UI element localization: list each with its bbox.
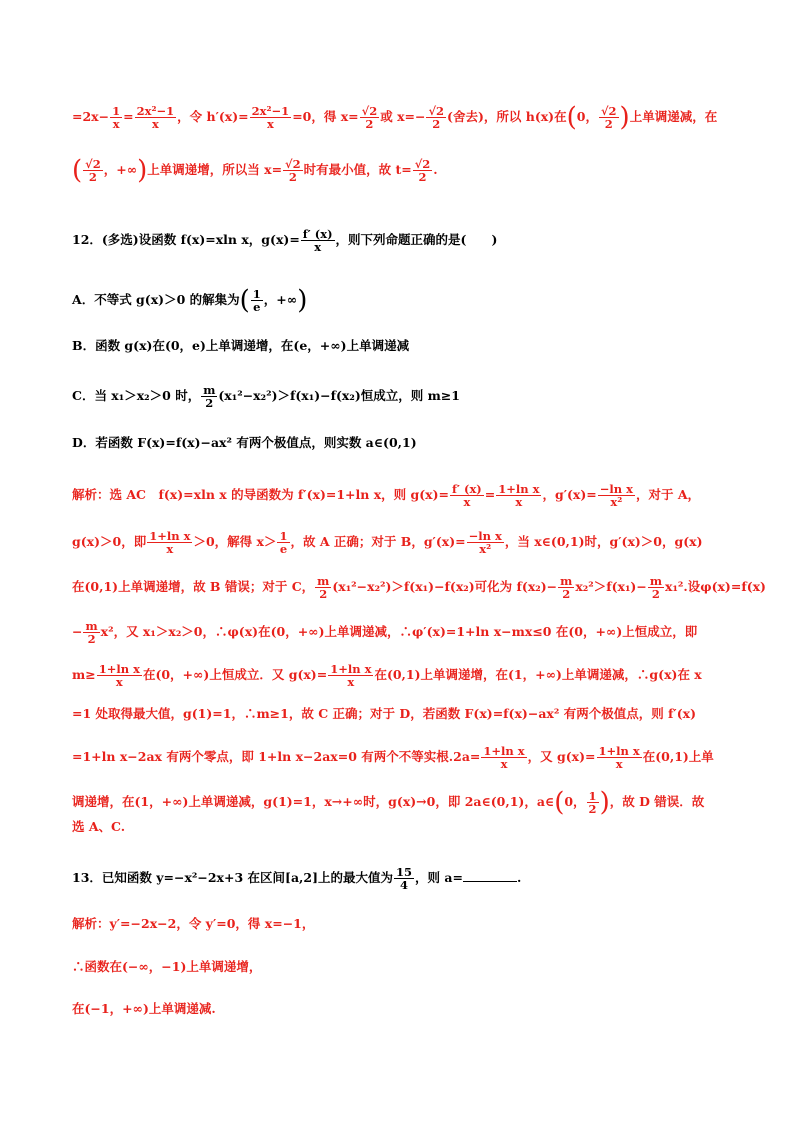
close-paren: ) bbox=[599, 787, 610, 818]
num: 2x²−1 bbox=[136, 104, 175, 118]
num: 2x²−1 bbox=[251, 104, 290, 118]
close-paren: ) bbox=[137, 155, 148, 186]
sol13-line-3 bbox=[72, 1000, 723, 1018]
sol12-line-2 bbox=[72, 530, 723, 555]
text: = bbox=[123, 109, 134, 124]
text: . bbox=[433, 162, 438, 177]
text: ，则 a= bbox=[415, 870, 463, 885]
den: e bbox=[279, 542, 288, 556]
num: 1+ln x bbox=[598, 744, 640, 758]
text: = bbox=[484, 487, 496, 502]
fraction bbox=[301, 228, 335, 253]
num: √2 bbox=[600, 104, 617, 118]
fraction bbox=[558, 575, 574, 600]
text: (x₁²−x₂²)＞f(x₁)−f(x₂)可化为 f(x₂)− bbox=[332, 579, 558, 594]
fraction bbox=[599, 105, 619, 130]
text: ，对于 A， bbox=[636, 487, 701, 502]
num: √2 bbox=[414, 157, 431, 171]
text: 时有最小值，故 t= bbox=[303, 162, 412, 177]
q12-option-d bbox=[72, 434, 723, 452]
fraction bbox=[587, 790, 599, 815]
text: C．当 x₁＞x₂＞0 时， bbox=[72, 388, 201, 403]
sol13-line-1 bbox=[72, 915, 723, 933]
num: 1+ln x bbox=[98, 662, 140, 676]
den: x bbox=[267, 117, 274, 131]
text: x²，又 x₁＞x₂＞0，∴φ(x)在(0，+∞)上单调递减，∴φ′(x)=1+ln x−mx≤0 在(0，+∞)上恒成立，即 bbox=[100, 624, 698, 639]
fraction bbox=[315, 575, 331, 600]
den: 2 bbox=[418, 170, 427, 184]
sol12-line-7 bbox=[72, 745, 723, 770]
sol12-line-5 bbox=[72, 663, 723, 688]
num: f′ (x) bbox=[302, 227, 333, 241]
text: ，+∞ bbox=[103, 162, 138, 177]
sol12-line-9 bbox=[72, 818, 723, 836]
sol12-line-4 bbox=[72, 620, 723, 645]
den: 2 bbox=[588, 802, 597, 816]
text: =0，得 x= bbox=[292, 109, 359, 124]
text: ，当 x∈(0,1)时，g′(x)＞0，g(x) bbox=[504, 534, 703, 549]
fraction bbox=[250, 105, 292, 130]
text: 解析：y′=−2x−2，令 y′=0，得 x=−1， bbox=[72, 916, 315, 931]
den: 2 bbox=[319, 587, 328, 601]
text: B．函数 g(x)在(0，e)上单调递增，在(e，+∞)上单调递减 bbox=[72, 338, 410, 353]
num: √2 bbox=[361, 104, 378, 118]
num: √2 bbox=[428, 104, 445, 118]
den: 2 bbox=[365, 117, 374, 131]
answer-blank[interactable] bbox=[463, 869, 517, 882]
num: 1 bbox=[279, 529, 288, 543]
den: x bbox=[347, 675, 355, 689]
text: m≥ bbox=[72, 667, 96, 682]
text: 在(0,1)上单调递增，在(1，+∞)上单调递减，∴g(x)在 x bbox=[374, 667, 702, 682]
text: 上单调递增，所以当 x= bbox=[147, 162, 283, 177]
q13-stem bbox=[72, 866, 723, 891]
text: 选 A、C. bbox=[72, 819, 126, 834]
den: 2 bbox=[651, 587, 660, 601]
text: . bbox=[516, 870, 522, 885]
text: 0， bbox=[564, 794, 586, 809]
open-paren: ( bbox=[566, 102, 577, 133]
num: m bbox=[203, 383, 216, 397]
text: ＞0，解得 x＞ bbox=[193, 534, 277, 549]
text: A．不等式 g(x)＞0 的解集为 bbox=[72, 292, 240, 307]
text: g(x)＞0，即 bbox=[72, 534, 147, 549]
den: 2 bbox=[432, 117, 441, 131]
fraction bbox=[97, 663, 142, 688]
den: x bbox=[463, 495, 471, 509]
sol12-line-1 bbox=[72, 483, 723, 508]
sol13-line-2 bbox=[72, 958, 723, 976]
open-paren: ( bbox=[72, 155, 83, 186]
text: 或 x=− bbox=[380, 109, 426, 124]
den: 4 bbox=[400, 878, 409, 892]
num: 1+ln x bbox=[330, 662, 372, 676]
text: ，则下列命题正确的是( ) bbox=[335, 232, 498, 247]
fraction bbox=[496, 483, 541, 508]
open-paren: ( bbox=[239, 285, 250, 316]
fraction bbox=[360, 105, 380, 130]
fraction bbox=[147, 530, 192, 555]
q12-stem bbox=[72, 228, 723, 253]
num: 1 bbox=[252, 287, 261, 301]
fraction bbox=[328, 663, 373, 688]
fraction bbox=[598, 483, 635, 508]
q12-option-b bbox=[72, 337, 723, 355]
text: ，+∞ bbox=[263, 292, 298, 307]
text: ，令 h′(x)= bbox=[177, 109, 249, 124]
open-paren: ( bbox=[554, 787, 565, 818]
text: 0， bbox=[576, 109, 598, 124]
fraction bbox=[83, 158, 103, 183]
text: ，故 A 正确；对于 B，g′(x)= bbox=[290, 534, 466, 549]
text: ，又 g(x)= bbox=[527, 749, 596, 764]
num: 1+ln x bbox=[483, 744, 525, 758]
text: ，故 D 错误．故 bbox=[609, 794, 705, 809]
fraction bbox=[110, 105, 122, 130]
den: x bbox=[166, 542, 174, 556]
den: x² bbox=[610, 495, 623, 509]
num: √2 bbox=[85, 157, 101, 171]
text: ，g′(x)= bbox=[542, 487, 597, 502]
sol12-line-3 bbox=[72, 574, 766, 601]
text: D．若函数 F(x)=f(x)−ax² 有两个极值点，则实数 a∈(0,1) bbox=[72, 435, 417, 450]
den: 2 bbox=[562, 587, 571, 601]
text: =1+ln x−2ax 有两个零点，即 1+ln x−2ax=0 有两个不等实根.2a= bbox=[72, 749, 481, 764]
text: 在(0,1)上单 bbox=[642, 749, 714, 764]
fraction bbox=[277, 530, 289, 555]
fraction bbox=[597, 745, 642, 770]
den: x bbox=[314, 240, 322, 254]
fraction bbox=[135, 105, 177, 130]
text: 上单调递减，在 bbox=[629, 109, 718, 124]
text: 13．已知函数 y=−x²−2x+3 在区间[a,2]上的最大值为 bbox=[72, 870, 394, 885]
fraction bbox=[467, 530, 504, 555]
num: m bbox=[560, 574, 573, 588]
num: m bbox=[85, 619, 98, 633]
text: (x₁²−x₂²)＞f(x₁)−f(x₂)恒成立，则 m≥1 bbox=[218, 388, 460, 403]
fraction bbox=[648, 575, 664, 600]
den: x bbox=[500, 757, 508, 771]
fraction bbox=[201, 384, 217, 409]
q12-option-a bbox=[72, 285, 723, 316]
den: 2 bbox=[88, 170, 97, 184]
den: 2 bbox=[87, 632, 96, 646]
num: 15 bbox=[396, 865, 413, 879]
num: √2 bbox=[285, 157, 301, 171]
fraction bbox=[481, 745, 526, 770]
text: ∴函数在(−∞，−1)上单调递增， bbox=[72, 959, 262, 974]
fraction bbox=[426, 105, 446, 130]
den: 2 bbox=[604, 117, 613, 131]
text: =2x− bbox=[72, 109, 110, 124]
den: x bbox=[151, 117, 159, 131]
close-paren: ) bbox=[297, 285, 308, 316]
prev-solution-line-1 bbox=[72, 102, 723, 133]
num: −ln x bbox=[468, 529, 502, 543]
text: − bbox=[72, 624, 83, 639]
den: 2 bbox=[205, 396, 214, 410]
prev-solution-line-2 bbox=[72, 155, 723, 186]
num: m bbox=[317, 574, 330, 588]
num: 1 bbox=[112, 104, 121, 118]
fraction bbox=[83, 620, 99, 645]
den: x bbox=[615, 757, 623, 771]
text: =1 处取得最大值，g(1)=1，∴m≥1，故 C 正确；对于 D，若函数 F(x)=f(x)−ax² 有两个极值点，则 f′(x) bbox=[72, 706, 697, 721]
sol12-line-8 bbox=[72, 787, 723, 818]
close-paren: ) bbox=[619, 102, 630, 133]
fraction bbox=[413, 158, 433, 183]
num: f′ (x) bbox=[452, 482, 482, 496]
fraction bbox=[450, 483, 484, 508]
num: −ln x bbox=[599, 482, 633, 496]
sol12-line-6 bbox=[72, 705, 723, 723]
num: 1+ln x bbox=[498, 482, 540, 496]
den: x bbox=[112, 117, 120, 131]
text: 12．(多选)设函数 f(x)=xln x，g(x)= bbox=[72, 232, 300, 247]
num: 1+ln x bbox=[149, 529, 191, 543]
text: (舍去)，所以 h(x)在 bbox=[447, 109, 567, 124]
q12-option-c bbox=[72, 384, 723, 409]
den: x bbox=[115, 675, 123, 689]
text: 调递增，在(1，+∞)上单调递减，g(1)=1，x→+∞时，g(x)→0，即 2a∈(0,1)，a∈ bbox=[72, 794, 555, 809]
text: x₂²＞f(x₁)− bbox=[575, 579, 647, 594]
text: 在(0，+∞)上恒成立．又 g(x)= bbox=[142, 667, 328, 682]
text: x₁².设φ(x)=f(x) bbox=[665, 579, 766, 594]
den: x² bbox=[479, 542, 492, 556]
fraction bbox=[283, 158, 303, 183]
text: 在(−1，+∞)上单调递减. bbox=[72, 1001, 216, 1016]
fraction bbox=[394, 866, 414, 891]
den: x bbox=[515, 495, 523, 509]
fraction bbox=[251, 288, 263, 313]
text: 在(0,1)上单调递增，故 B 错误；对于 C， bbox=[72, 579, 315, 594]
num: m bbox=[649, 574, 662, 588]
num: 1 bbox=[588, 789, 597, 803]
text: 解析：选 AC f(x)=xln x 的导函数为 f′(x)=1+ln x，则 g(x)= bbox=[72, 487, 450, 502]
den: 2 bbox=[288, 170, 297, 184]
den: e bbox=[253, 300, 261, 314]
